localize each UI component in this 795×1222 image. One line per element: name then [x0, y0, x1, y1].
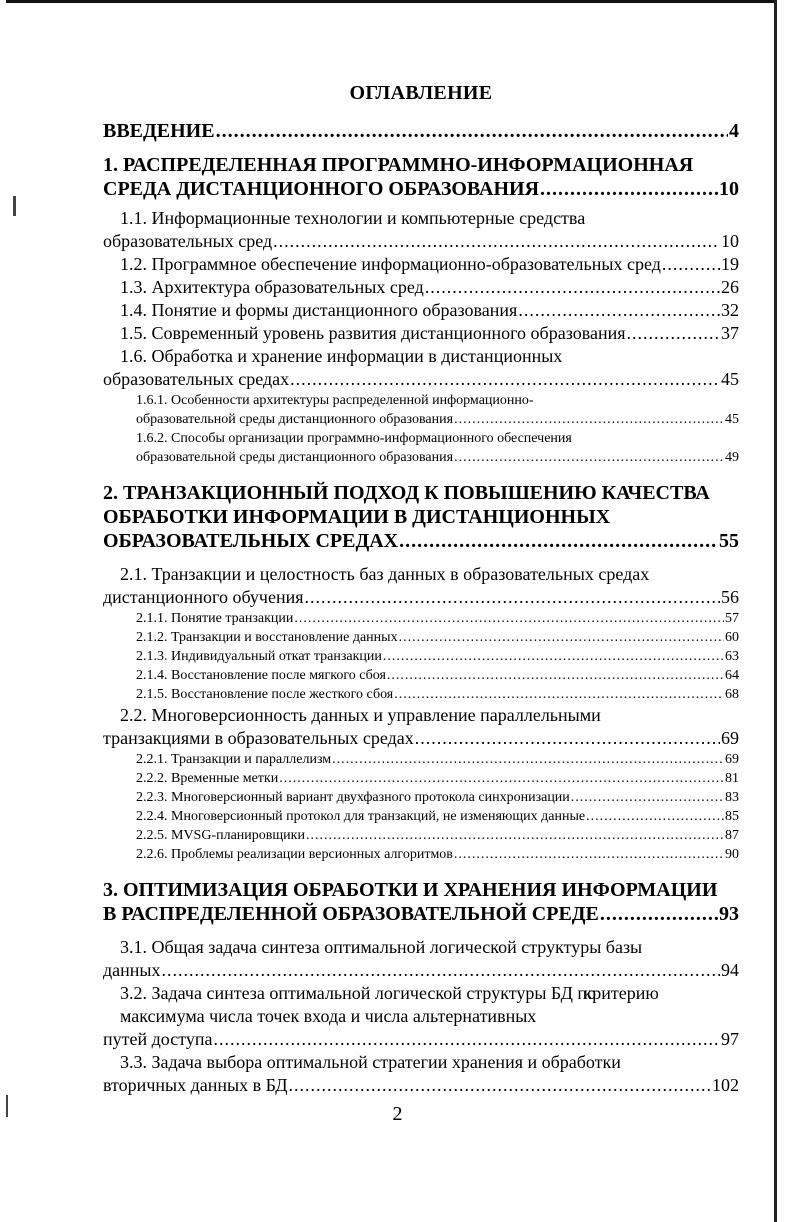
toc-section-3-1[interactable] [103, 936, 739, 982]
toc-entry-text-line: 3. ОПТИМИЗАЦИЯ ОБРАБОТКИ И ХРАНЕНИЯ ИНФОРМАЦИИ [103, 879, 718, 901]
toc-entry-text: 1.5. Современный уровень развития дистанционного образования [120, 323, 626, 343]
toc-subsection-2-2-6[interactable] [103, 845, 739, 864]
toc-entry-text-line: 1.1. Информационные технологии и компьютерные средства [120, 208, 586, 228]
toc-entry-text: 2.2.1. Транзакции и параллелизм [136, 752, 332, 767]
scan-border-right [774, 0, 777, 1222]
toc-entry-text: 2.1.4. Восстановление после мягкого сбоя [136, 668, 386, 683]
toc-subsection-2-1-2[interactable] [103, 628, 739, 647]
toc-subsection-2-1-5[interactable] [103, 685, 739, 704]
toc-subsection-2-1-4[interactable] [103, 666, 739, 685]
toc-section-1-6[interactable] [103, 345, 739, 391]
toc-entry-text: образовательных средах [103, 369, 290, 389]
toc-entry-text-line: 1. РАСПРЕДЕЛЕННАЯ ПРОГРАММНО-ИНФОРМАЦИОННАЯ [103, 154, 694, 176]
toc-entry-text: 2.1.5. Восстановление после жесткого сбоя [136, 687, 394, 702]
toc-entry-text: образовательной среды дистанционного образования [136, 450, 454, 465]
toc-section-2-2[interactable] [103, 704, 739, 750]
toc-entry-text: вторичных данных в БД [103, 1075, 288, 1095]
toc-page: 69 [721, 728, 739, 748]
toc-subsection-1-6-2[interactable] [103, 429, 739, 467]
toc-subsection-2-2-3[interactable] [103, 788, 739, 807]
toc-entry-text: 2.1.1. Понятие транзакции [136, 611, 294, 626]
toc-page: 56 [721, 587, 739, 607]
toc-subsection-1-6-1[interactable] [103, 391, 739, 429]
toc-entry-text: ОБРАЗОВАТЕЛЬНЫХ СРЕДАХ [103, 530, 399, 552]
toc-page: 90 [725, 847, 739, 862]
toc-title: ОГЛАВЛЕНИЕ [349, 82, 493, 104]
scan-mark [13, 196, 16, 216]
toc-page: 32 [721, 300, 739, 320]
toc-entry-text-line: 3.2. Задача синтеза оптимальной логической структуры БД по [120, 983, 596, 1003]
toc-page: 93 [719, 903, 739, 925]
toc-entry-text: образовательных сред [103, 231, 273, 251]
toc-entry-text-line: 2.2. Многоверсионность данных и управление параллельными [120, 705, 601, 725]
toc-page: 37 [721, 323, 739, 343]
toc-section-1-2[interactable] [103, 253, 739, 276]
toc-entry-text: дистанционного обучения [103, 587, 304, 607]
toc-entry-text: В РАСПРЕДЕЛЕННОЙ ОБРАЗОВАТЕЛЬНОЙ СРЕДЕ [103, 903, 599, 925]
page-number: 2 [392, 1103, 403, 1125]
table-of-contents [103, 82, 739, 1097]
toc-entry-text-line: критерию максимума числа точек входа и числа альтернативных [120, 983, 659, 1026]
toc-page: 4 [729, 120, 739, 142]
toc-entry-text: 1.2. Программное обеспечение информационно-образовательных сред [120, 254, 661, 274]
toc-entry-text: 2.2.2. Временные метки [136, 771, 279, 786]
toc-entry-text-line: 1.6. Обработка и хранение информации в дистанционных [120, 346, 563, 366]
toc-section-1-4[interactable] [103, 299, 739, 322]
toc-section-1-1[interactable] [103, 207, 739, 253]
toc-entry-text: 1.3. Архитектура образовательных сред [120, 277, 424, 297]
toc-entry-text-line: 3.3. Задача выбора оптимальной стратегии хранения и обработки [120, 1052, 621, 1072]
toc-page: 68 [725, 687, 739, 702]
toc-entry-text: 2.2.3. Многоверсионный вариант двухфазного протокола синхронизации [136, 790, 570, 805]
toc-entry-text: 2.2.6. Проблемы реализации версионных алгоритмов [136, 847, 453, 862]
toc-entry-text: 2.2.5. MVSG-планировщики [136, 828, 305, 843]
toc-page: 69 [725, 752, 739, 767]
toc-entry-introduction[interactable] [103, 119, 739, 143]
toc-page: 45 [725, 412, 739, 427]
toc-page: 10 [721, 231, 739, 251]
toc-entry-text: 1.4. Понятие и формы дистанционного образования [120, 300, 518, 320]
toc-page: 49 [725, 450, 739, 465]
toc-page: 63 [725, 649, 739, 664]
toc-entry-text: СРЕДА ДИСТАНЦИОННОГО ОБРАЗОВАНИЯ [103, 178, 540, 200]
scan-border-top [6, 0, 776, 3]
toc-section-3-2[interactable] [103, 982, 739, 1051]
toc-entry-text-line: 2. ТРАНЗАКЦИОННЫЙ ПОДХОД К ПОВЫШЕНИЮ КАЧЕСТВА [103, 482, 710, 504]
toc-subsection-2-1-3[interactable] [103, 647, 739, 666]
toc-page: 57 [725, 611, 739, 626]
toc-entry-text: 2.1.3. Индивидуальный откат транзакции [136, 649, 382, 664]
toc-chapter-2[interactable] [103, 481, 739, 553]
toc-page: 81 [725, 771, 739, 786]
toc-page: 55 [719, 530, 739, 552]
toc-section-1-3[interactable] [103, 276, 739, 299]
toc-entry-text-line: 3.1. Общая задача синтеза оптимальной логической структуры базы [120, 937, 643, 957]
toc-subsection-2-2-5[interactable] [103, 826, 739, 845]
toc-page: 26 [721, 277, 739, 297]
toc-entry-text: транзакциями в образовательных средах [103, 728, 414, 748]
toc-page: 87 [725, 828, 739, 843]
toc-page: 60 [725, 630, 739, 645]
toc-page: 19 [721, 254, 739, 274]
toc-subsection-2-2-2[interactable] [103, 769, 739, 788]
toc-entry-text: ВВЕДЕНИЕ [103, 120, 215, 142]
toc-entry-text: данных [103, 960, 161, 980]
toc-chapter-3[interactable] [103, 878, 739, 926]
toc-page: 83 [725, 790, 739, 805]
toc-entry-text-line: ОБРАБОТКИ ИНФОРМАЦИИ В ДИСТАНЦИОННЫХ [103, 506, 611, 528]
toc-entry-text-line: 2.1. Транзакции и целостность баз данных в образовательных средах [120, 564, 650, 584]
toc-section-3-3[interactable] [103, 1051, 739, 1097]
toc-entry-text: 2.2.4. Многоверсионный протокол для транзакций, не изменяющих данные [136, 809, 586, 824]
toc-section-1-5[interactable] [103, 322, 739, 345]
toc-subsection-2-2-4[interactable] [103, 807, 739, 826]
toc-entry-text: 2.1.2. Транзакции и восстановление данных [136, 630, 398, 645]
toc-entry-text: путей доступа [103, 1029, 213, 1049]
toc-subsection-2-1-1[interactable] [103, 609, 739, 628]
toc-section-2-1[interactable] [103, 563, 739, 609]
toc-entry-text-line: 1.6.2. Способы организации программно-информационного обеспечения [136, 431, 572, 446]
toc-entry-text-line: 1.6.1. Особенности архитектуры распределенной информационно- [136, 393, 534, 408]
toc-entry-text: образовательной среды дистанционного образования [136, 412, 454, 427]
toc-page: 97 [721, 1029, 739, 1049]
toc-page: 85 [725, 809, 739, 824]
toc-page: 64 [725, 668, 739, 683]
toc-subsection-2-2-1[interactable] [103, 750, 739, 769]
toc-page: 102 [712, 1075, 739, 1095]
toc-page: 94 [721, 960, 739, 980]
toc-page: 10 [719, 178, 739, 200]
toc-page: 45 [721, 369, 739, 389]
toc-chapter-1[interactable] [103, 153, 739, 201]
